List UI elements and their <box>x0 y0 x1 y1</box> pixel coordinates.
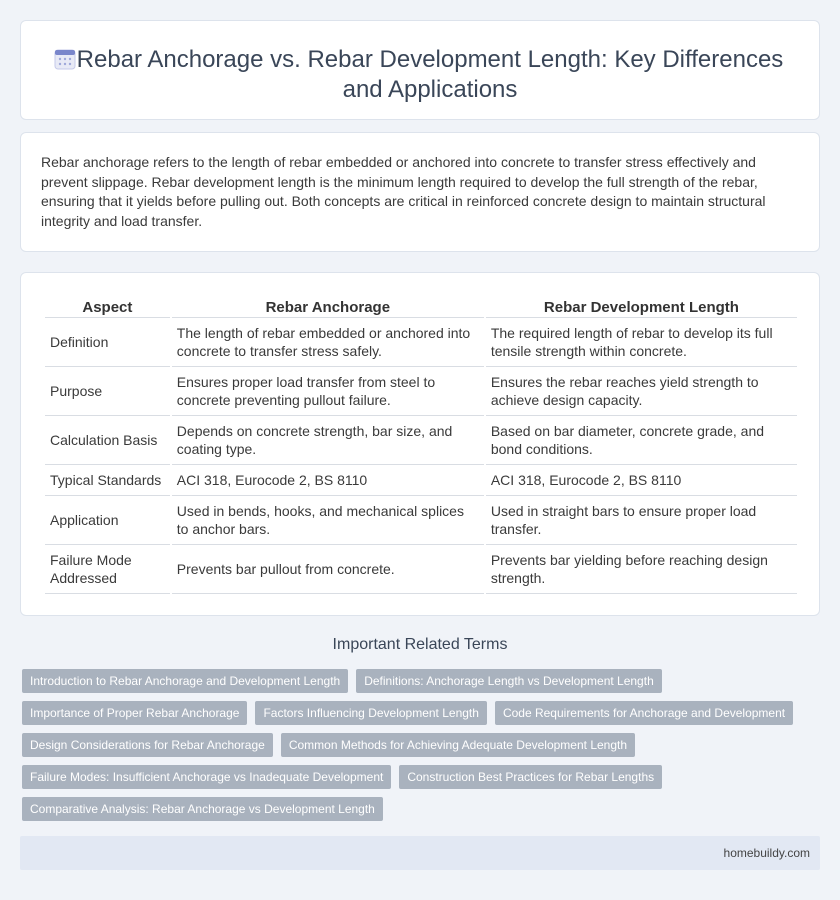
page-title: Rebar Anchorage vs. Rebar Development Length: Key Differences and Applications <box>76 46 784 103</box>
header-development-length: Rebar Development Length <box>486 297 797 318</box>
anchorage-cell: Depends on concrete strength, bar size, and coating type. <box>172 416 484 465</box>
footer-site-link[interactable]: homebuildy.com <box>723 846 810 860</box>
footer <box>20 836 820 870</box>
aspect-cell: Application <box>45 496 170 545</box>
development-cell: Prevents bar yielding before reaching design strength. <box>486 545 797 594</box>
anchorage-cell: Ensures proper load transfer from steel to concrete preventing pullout failure. <box>172 367 484 416</box>
header-aspect: Aspect <box>45 297 170 318</box>
comparison-table-card <box>20 272 820 616</box>
tag-row <box>22 797 822 821</box>
related-term-tag[interactable]: Construction Best Practices for Rebar Lengths <box>399 765 662 789</box>
table-row <box>45 496 797 545</box>
related-term-tag[interactable]: Introduction to Rebar Anchorage and Development Length <box>22 669 348 693</box>
development-cell: ACI 318, Eurocode 2, BS 8110 <box>486 465 797 496</box>
table-row <box>45 416 797 465</box>
header-card <box>20 20 820 120</box>
related-term-tag[interactable]: Importance of Proper Rebar Anchorage <box>22 701 247 725</box>
comparison-table <box>43 297 799 594</box>
aspect-cell: Typical Standards <box>45 465 170 496</box>
anchorage-cell: The length of rebar embedded or anchored into concrete to transfer stress safely. <box>172 318 484 367</box>
related-terms-title: Important Related Terms <box>332 636 508 653</box>
anchorage-cell: Prevents bar pullout from concrete. <box>172 545 484 594</box>
development-cell: The required length of rebar to develop its full tensile strength within concrete. <box>486 318 797 367</box>
related-term-tag[interactable]: Factors Influencing Development Length <box>255 701 486 725</box>
development-cell: Used in straight bars to ensure proper load transfer. <box>486 496 797 545</box>
related-term-tag[interactable]: Failure Modes: Insufficient Anchorage vs Inadequate Development <box>22 765 391 789</box>
aspect-cell: Calculation Basis <box>45 416 170 465</box>
anchorage-cell: Used in bends, hooks, and mechanical splices to anchor bars. <box>172 496 484 545</box>
related-term-tag[interactable]: Design Considerations for Rebar Anchorage <box>22 733 273 757</box>
tag-row <box>22 733 822 757</box>
table-header-row <box>45 297 797 318</box>
tag-row <box>22 765 822 789</box>
aspect-cell: Purpose <box>45 367 170 416</box>
header-rebar-anchorage: Rebar Anchorage <box>172 297 484 318</box>
development-cell: Ensures the rebar reaches yield strength to achieve design capacity. <box>486 367 797 416</box>
table-row <box>45 545 797 594</box>
anchorage-cell: ACI 318, Eurocode 2, BS 8110 <box>172 465 484 496</box>
related-term-tag[interactable]: Common Methods for Achieving Adequate Development Length <box>281 733 635 757</box>
tag-row <box>22 701 822 725</box>
related-terms-list <box>22 669 822 829</box>
development-cell: Based on bar diameter, concrete grade, and bond conditions. <box>486 416 797 465</box>
aspect-cell: Definition <box>45 318 170 367</box>
aspect-cell: Failure Mode Addressed <box>45 545 170 594</box>
tag-row <box>22 669 822 693</box>
intro-card <box>20 132 820 252</box>
related-term-tag[interactable]: Code Requirements for Anchorage and Development <box>495 701 793 725</box>
intro-paragraph: Rebar anchorage refers to the length of rebar embedded or anchored into concrete to transfer stress effectively and prevent slippage. Rebar development length is the minimum length required to develop the full strength of the rebar, ensuring that it yields before pulling out. Both concepts are critical in reinforced concrete design to maintain structural integrity and load transfer. <box>41 154 766 229</box>
related-term-tag[interactable]: Comparative Analysis: Rebar Anchorage vs Development Length <box>22 797 383 821</box>
table-row <box>45 318 797 367</box>
table-row <box>45 465 797 496</box>
related-term-tag[interactable]: Definitions: Anchorage Length vs Development Length <box>356 669 662 693</box>
table-row <box>45 367 797 416</box>
